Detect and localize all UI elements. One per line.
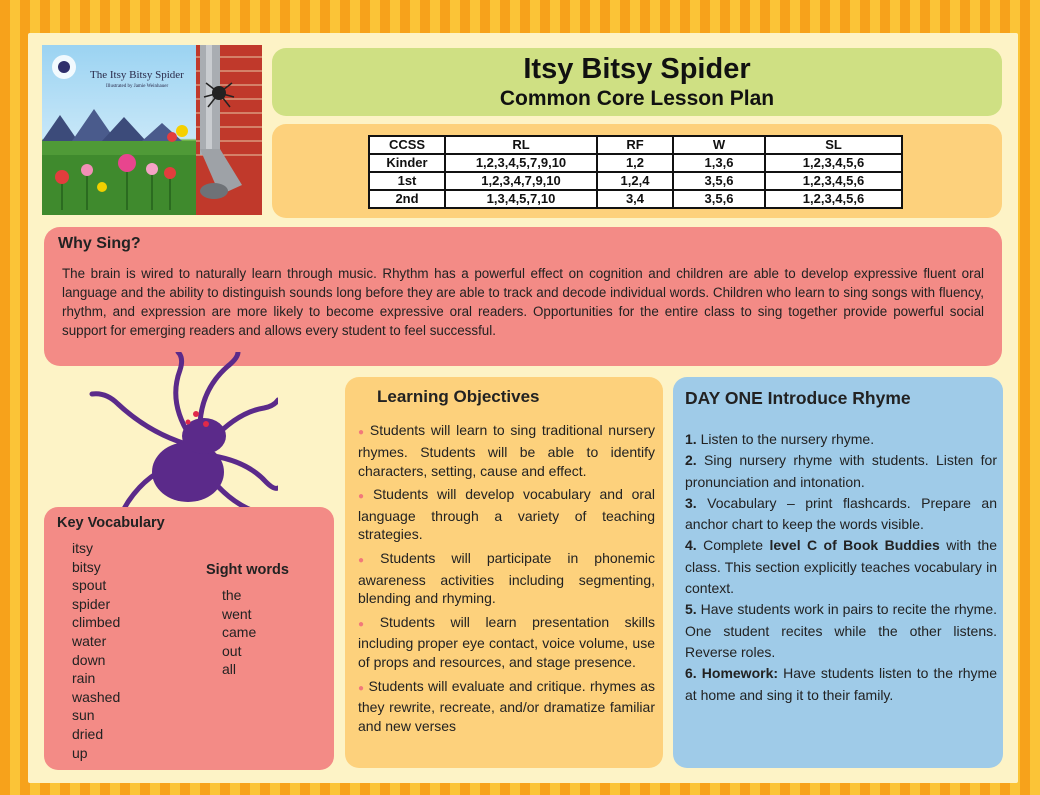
cover-title: The Itsy Bitsy Spider <box>90 69 184 81</box>
ccss-header-row <box>369 136 902 154</box>
ccss-panel <box>272 124 1002 218</box>
objectives-list <box>358 421 655 740</box>
objective-text: Students will evaluate and critique. rhymes as they rewrite, recreate, and/or dramatize familiar and new verses <box>358 677 655 735</box>
day-one-step <box>685 663 997 706</box>
ccss-cell: 1,2 <box>597 154 673 172</box>
objective-item <box>358 485 655 544</box>
why-sing-body: The brain is wired to naturally learn through music. Rhythm has a powerful effect on cognition and children are able to develop expressive fluent oral language and the ability to distinguish sounds long before they are able to track and decode individual words. Children who learn to sing songs with fluency, rhythm, and expression are more likely to become expressive oral readers. Opportunities for the entire class to sing together provide powerful social support for emerging readers and allows every student to feel successful. <box>62 266 984 338</box>
step-text: Listen to the nursery rhyme. <box>696 431 875 447</box>
vocabulary-word: climbed <box>72 614 121 631</box>
ccss-header-cell: RL <box>445 136 597 154</box>
step-number: 3. <box>685 494 697 511</box>
ccss-cell: 2nd <box>369 190 445 208</box>
bullet-icon: ● <box>358 554 377 566</box>
objective-text: Students will develop vocabulary and oral language through a variety of teaching strategies. <box>358 485 655 543</box>
day-one-heading: DAY ONE Introduce Rhyme <box>685 388 911 408</box>
step-text: Have students listen to the rhyme at home and sing it to their family. <box>685 665 997 703</box>
step-bold-text: level C of Book Buddies <box>769 537 940 554</box>
why-sing-panel <box>44 227 1002 366</box>
vocabulary-word: up <box>72 744 88 761</box>
sight-word: went <box>222 605 252 622</box>
bullet-icon: ● <box>358 682 365 694</box>
learning-objectives-panel <box>345 377 663 768</box>
ccss-cell: Kinder <box>369 154 445 172</box>
vocabulary-word: itsy <box>72 540 93 556</box>
step-number: 4. <box>685 537 697 554</box>
ccss-row <box>369 154 902 172</box>
step-text: Have students work in pairs to recite the rhyme. One student recites while the other listens. Reverse roles. <box>685 601 997 660</box>
vocabulary-word: spout <box>72 577 107 594</box>
day-one-step <box>685 535 997 599</box>
day-one-step <box>685 450 997 493</box>
ccss-cell: 1st <box>369 172 445 190</box>
day-one-step <box>685 493 997 536</box>
ccss-cell: 1,3,6 <box>673 154 765 172</box>
ccss-header-cell: CCSS <box>369 136 445 154</box>
objective-item <box>358 549 655 608</box>
vocabulary-word: water <box>72 632 107 649</box>
objective-text: Students will learn presentation skills including proper eye contact, voice volume, use of props and resources, and stage presence. <box>358 613 656 671</box>
ccss-cell: 1,2,4 <box>597 172 673 190</box>
ccss-cell: 1,2,3,4,5,6 <box>765 172 902 190</box>
sight-word: out <box>222 642 242 659</box>
ccss-table <box>368 135 903 209</box>
vocabulary-word: washed <box>72 688 121 705</box>
page-subtitle: Common Core Lesson Plan <box>499 87 775 110</box>
ccss-header-cell: W <box>673 136 765 154</box>
vocabulary-word: rain <box>72 670 96 687</box>
ccss-cell: 1,2,3,4,5,6 <box>765 154 902 172</box>
vocabulary-word: down <box>72 651 106 668</box>
vocabulary-word: spider <box>72 595 111 612</box>
bullet-icon: ● <box>358 427 366 438</box>
sight-word: the <box>222 587 242 603</box>
step-number: 6. Homework: <box>685 665 779 682</box>
ccss-cell: 1,2,3,4,7,9,10 <box>445 172 597 190</box>
ccss-row <box>369 172 902 190</box>
cover-subtitle: Illustrated by Jamie Weinhauer <box>106 84 169 89</box>
book-cover-image <box>42 45 262 215</box>
why-sing-heading: Why Sing? <box>58 235 141 252</box>
step-text: Complete <box>696 537 770 554</box>
day-one-step <box>685 599 997 663</box>
key-vocabulary-heading: Key Vocabulary <box>57 515 165 531</box>
page-title: Itsy Bitsy Spider <box>523 53 751 85</box>
day-one-step <box>685 429 997 450</box>
key-vocabulary-panel <box>44 507 334 770</box>
ccss-cell: 1,3,4,5,7,10 <box>445 190 597 208</box>
ccss-cell: 3,4 <box>597 190 673 208</box>
ccss-cell: 3,5,6 <box>673 172 765 190</box>
learning-objectives-heading: Learning Objectives <box>377 387 540 406</box>
step-text-after: with the class. This section explicitly teaches vocabulary in context. <box>685 537 998 597</box>
objective-item <box>358 677 655 736</box>
vocabulary-word: dried <box>72 725 104 742</box>
vocabulary-word: sun <box>72 707 95 724</box>
ccss-header-cell: SL <box>765 136 902 154</box>
objective-item <box>358 613 655 672</box>
objective-item <box>358 421 655 480</box>
objective-text: Students will learn to sing traditional nursery rhymes. Students will be able to identify characters, setting, cause and effect. <box>358 422 655 479</box>
step-number: 1. <box>685 431 697 447</box>
sight-word: came <box>222 624 257 641</box>
day-one-steps <box>685 429 997 706</box>
objective-text: Students will participate in phonemic awareness activities including segmenting, blending and rhyming. <box>358 549 655 607</box>
vocabulary-list <box>72 539 120 762</box>
ccss-row <box>369 190 902 208</box>
ccss-cell: 1,2,3,4,5,7,9,10 <box>445 154 597 172</box>
day-one-panel <box>673 377 1003 768</box>
step-text: Vocabulary – print flashcards. Prepare an anchor chart to keep the words visible. <box>685 494 997 533</box>
title-banner <box>272 48 1002 116</box>
bullet-icon: ● <box>358 618 376 630</box>
sight-words-heading: Sight words <box>206 562 289 578</box>
step-text: Sing nursery rhyme with students. Listen for pronunciation and intonation. <box>685 452 997 490</box>
spider-icon <box>88 352 278 522</box>
sight-word: all <box>222 661 237 678</box>
ccss-cell: 3,5,6 <box>673 190 765 208</box>
bullet-icon: ● <box>358 490 369 502</box>
sight-words-list <box>222 586 256 679</box>
ccss-cell: 1,2,3,4,5,6 <box>765 190 902 208</box>
step-number: 5. <box>685 601 697 618</box>
ccss-header-cell: RF <box>597 136 673 154</box>
vocabulary-word: bitsy <box>72 558 101 575</box>
step-number: 2. <box>685 452 697 469</box>
